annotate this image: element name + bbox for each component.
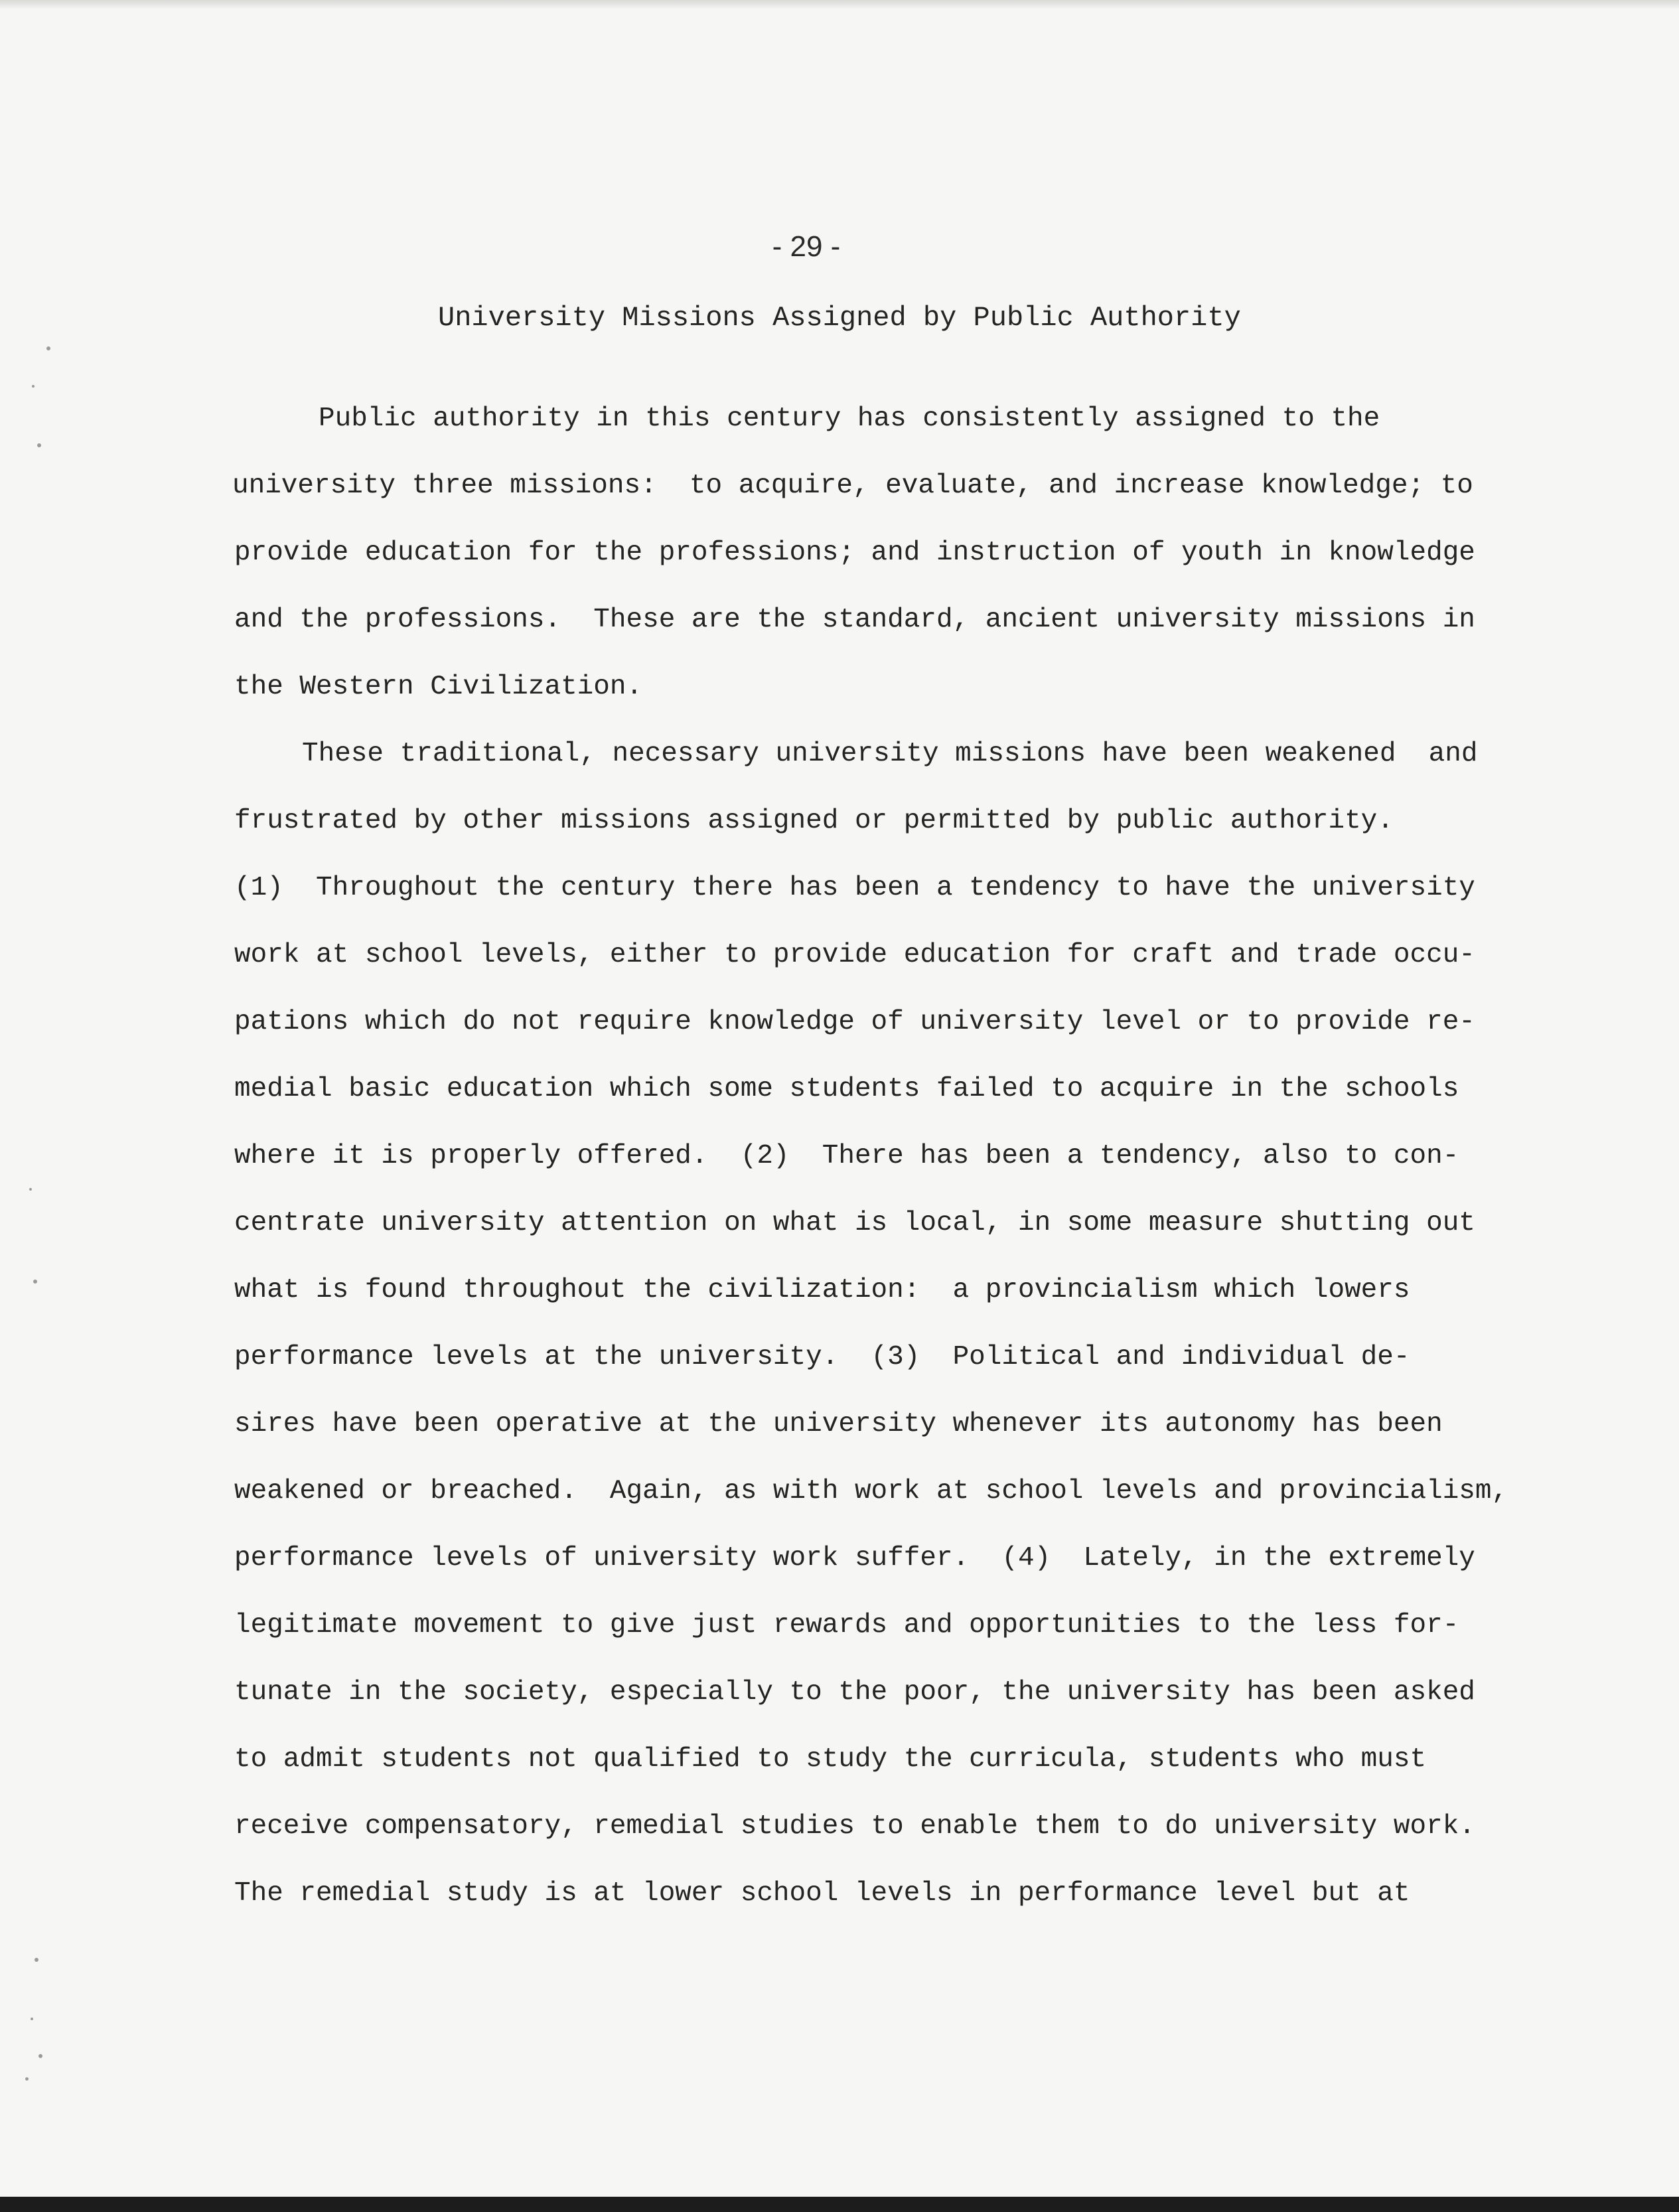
body-line: to admit students not qualified to study the curricula, students who must: [234, 1744, 1427, 1775]
scan-speck: [29, 1188, 32, 1191]
scan-bottom-edge: [0, 2197, 1679, 2212]
body-line: where it is properly offered. (2) There has been a tendency, also to con-: [234, 1141, 1459, 1171]
scan-speck: [31, 2018, 33, 2020]
scan-speck: [37, 443, 41, 447]
body-line: provide education for the professions; and instruction of youth in knowledge: [234, 538, 1475, 568]
body-line: The remedial study is at lower school levels in performance level but at: [234, 1878, 1410, 1909]
body-line: and the professions. These are the standard, ancient university missions in: [234, 605, 1475, 635]
body-line: These traditional, necessary university missions have been weakened and: [302, 739, 1478, 769]
scan-speck: [46, 346, 50, 350]
body-line: sires have been operative at the university whenever its autonomy has been: [234, 1409, 1443, 1439]
body-line: receive compensatory, remedial studies to enable them to do university work.: [234, 1811, 1475, 1842]
body-line: performance levels at the university. (3) Political and individual de-: [234, 1342, 1410, 1372]
body-line: work at school levels, either to provide education for craft and trade occu-: [234, 940, 1475, 970]
section-title: University Missions Assigned by Public Authority: [438, 302, 1241, 334]
body-line: performance levels of university work suffer. (4) Lately, in the extremely: [234, 1543, 1475, 1574]
page-number: - 29 -: [772, 230, 841, 263]
body-line: weakened or breached. Again, as with work at school levels and provincialism,: [234, 1476, 1508, 1507]
body-line: the Western Civilization.: [234, 672, 643, 702]
body-line: university three missions: to acquire, evaluate, and increase knowledge; to: [232, 471, 1473, 501]
scan-speck: [33, 1280, 37, 1284]
body-line: tunate in the society, especially to the poor, the university has been asked: [234, 1677, 1475, 1708]
body-line: pations which do not require knowledge of university level or to provide re-: [234, 1007, 1475, 1037]
body-line: centrate university attention on what is local, in some measure shutting out: [234, 1208, 1475, 1238]
body-line: what is found throughout the civilization: a provincialism which lowers: [234, 1275, 1410, 1305]
body-line: (1) Throughout the century there has been a tendency to have the university: [234, 873, 1475, 903]
scan-speck: [35, 1958, 38, 1962]
scan-top-edge: [0, 0, 1679, 9]
body-line: legitimate movement to give just rewards and opportunities to the less for-: [234, 1610, 1459, 1641]
scan-speck: [38, 2054, 42, 2058]
scan-speck: [25, 2077, 29, 2081]
body-line: medial basic education which some students failed to acquire in the schools: [234, 1074, 1459, 1104]
scan-speck: [32, 385, 35, 388]
body-line: Public authority in this century has consistently assigned to the: [319, 404, 1380, 434]
body-line: frustrated by other missions assigned or permitted by public authority.: [234, 806, 1394, 836]
